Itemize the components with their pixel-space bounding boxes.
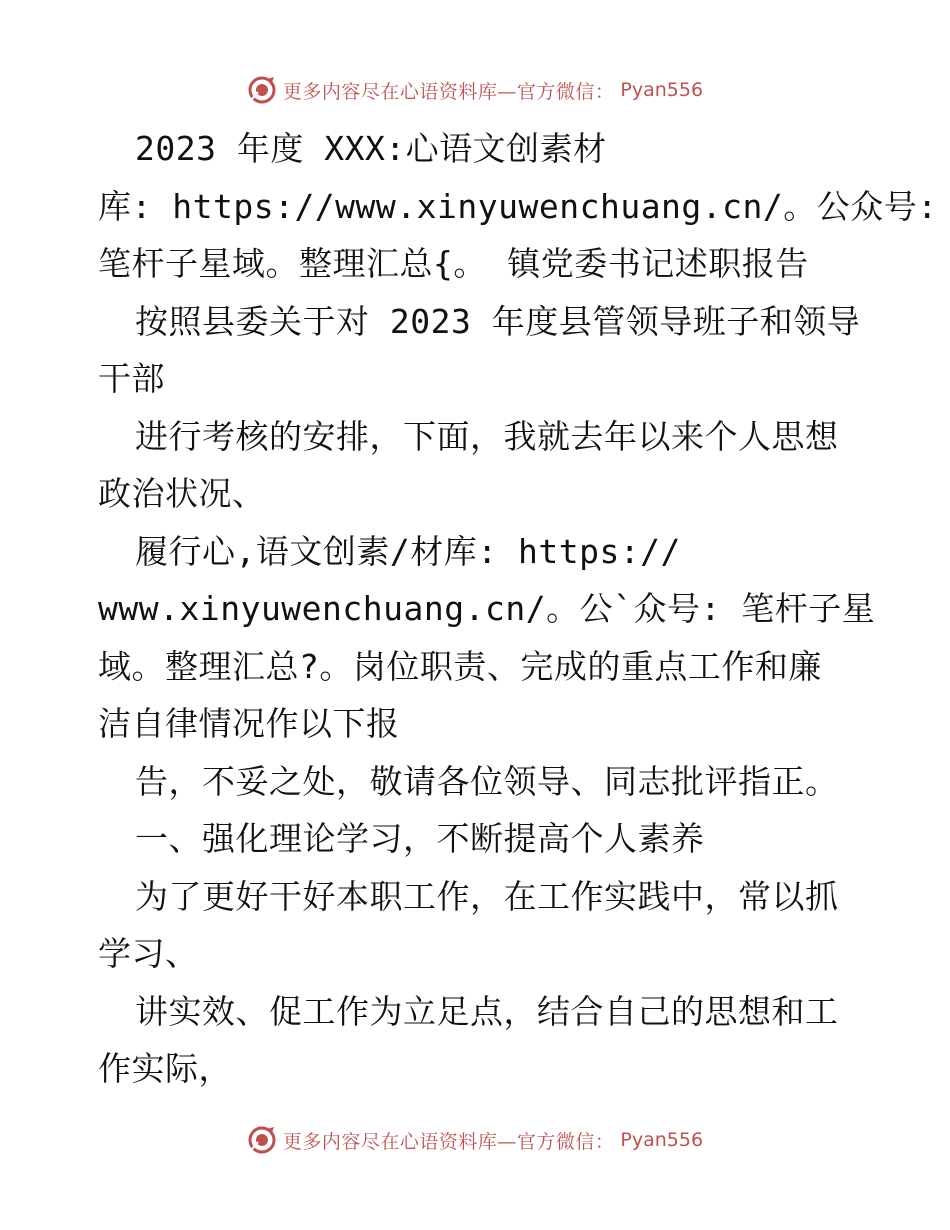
- header-banner: [0, 70, 950, 110]
- text-line: 干部: [98, 359, 165, 398]
- text-line: 库: https://www.xinyuwenchuang.cn/。公众号:: [98, 186, 938, 226]
- text-line: 笔杆子星域。整理汇总{。 镇党委书记述职报告: [98, 244, 809, 283]
- section-heading: 一、强化理论学习，不断提高个人素养: [135, 819, 705, 858]
- text-line: 作实际，: [98, 1049, 232, 1088]
- pen-circle-logo-icon: [247, 1125, 277, 1155]
- document-body: [98, 120, 938, 1098]
- text-line: 洁自律情况作以下报: [98, 704, 400, 743]
- text-line: 按照县委关于对 2023 年度县管领导班子和领导: [135, 301, 861, 341]
- text-line: 政治状况、: [98, 474, 266, 513]
- text-line: www.xinyuwenchuang.cn/。公`众号: 笔杆子星: [98, 589, 876, 628]
- text-line: 为了更好干好本职工作，在工作实践中，常以抓: [135, 876, 839, 916]
- text-line: 进行考核的安排，下面，我就去年以来个人思想: [135, 416, 839, 456]
- text-line: 履行心,语文创素/材库: https://: [135, 531, 681, 571]
- banner-wechat-id: Pyan556: [620, 1129, 704, 1151]
- text-line: 2023 年度 XXX:心语文创素材: [135, 129, 607, 168]
- pen-circle-logo-icon: [247, 75, 277, 105]
- banner-text: 更多内容尽在心语资料库—官方微信：: [282, 1130, 615, 1153]
- footer-banner: [0, 1120, 950, 1160]
- text-line: 学习、: [98, 934, 199, 973]
- banner-text: 更多内容尽在心语资料库—官方微信：: [282, 80, 615, 103]
- text-line: 域。整理汇总?。岗位职责、完成的重点工作和廉: [98, 646, 822, 686]
- text-line: 告，不妥之处，敬请各位领导、同志批评指正。: [135, 761, 839, 801]
- banner-wechat-id: Pyan556: [620, 79, 704, 101]
- text-line: 讲实效、促工作为立足点，结合自己的思想和工: [135, 991, 839, 1031]
